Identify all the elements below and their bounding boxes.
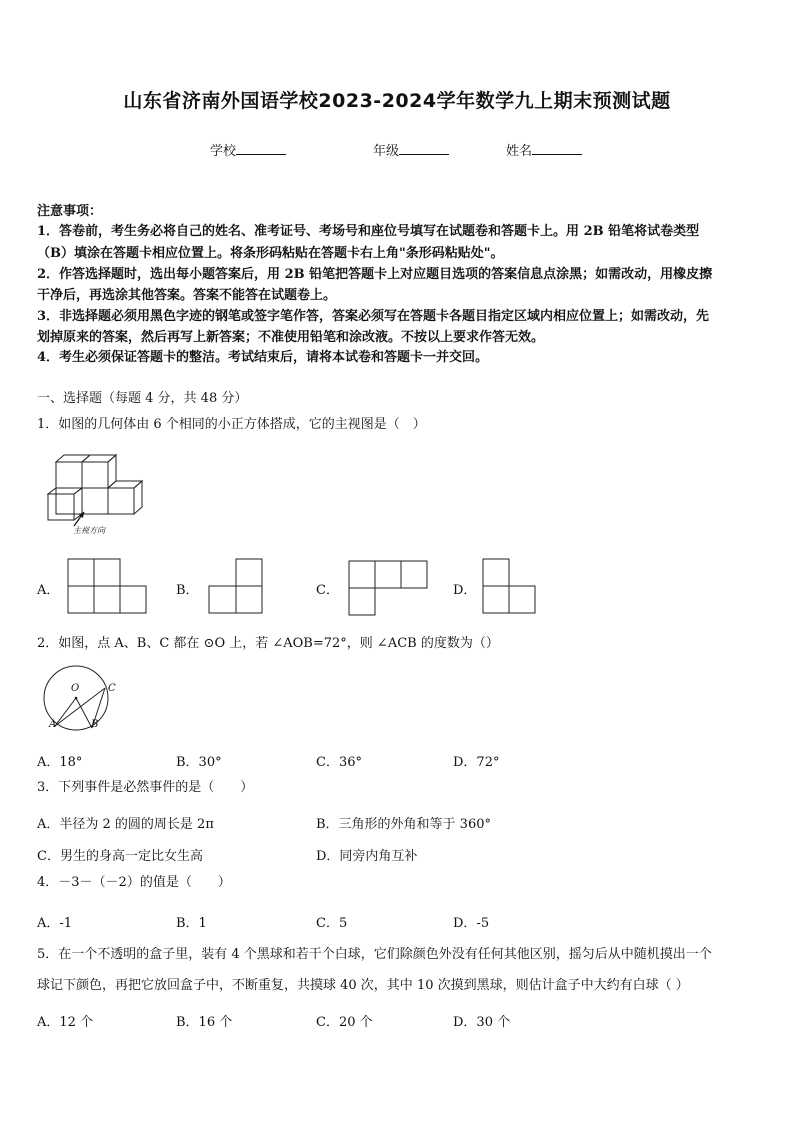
q4-option-d[interactable]: D．-5 [453, 916, 490, 931]
notice-line: 1．答卷前，考生务必将自己的姓名、准考证号、考场号和座位号填写在试题卷和答题卡上。用 2B 铅笔将试卷类型 [37, 224, 700, 239]
q3-option-c[interactable]: C．男生的身高一定比女生高 [37, 849, 203, 864]
q1-option-a-figure[interactable] [68, 559, 148, 613]
question-5-stem-line2: 球记下颜色，再把它放回盒子中，不断重复，共摸球 40 次，其中 10 次摸到黑球，则估计盒子中大约有白球（ ） [37, 978, 689, 993]
notice-line: 4．考生必须保证答题卡的整洁。考试结束后，请将本试卷和答题卡一并交回。 [37, 350, 489, 365]
grade-blank[interactable] [399, 142, 449, 155]
q3-option-b[interactable]: B．三角形的外角和等于 360° [316, 817, 491, 832]
q2-option-d[interactable]: D．72° [453, 755, 500, 770]
q5-option-a[interactable]: A．12 个 [37, 1015, 94, 1030]
q1-option-d-label[interactable]: D． [453, 583, 477, 598]
grade-label: 年级 [373, 144, 400, 159]
section-heading: 一、选择题（每题 4 分，共 48 分） [37, 391, 248, 406]
q3-option-d[interactable]: D．同旁内角互补 [316, 849, 418, 864]
q5-option-c[interactable]: C．20 个 [316, 1015, 373, 1030]
notice-heading: 注意事项： [37, 204, 103, 219]
school-field[interactable] [210, 140, 286, 159]
q1-option-c-label[interactable]: C． [316, 583, 339, 598]
question-4-stem: 4．－3－（－2）的值是（ ） [37, 875, 231, 890]
question-2-stem: 2．如图，点 A、B、C 都在 ⊙O 上，若 ∠AOB=72°，则 ∠ACB 的度数为（） [37, 636, 499, 651]
q3-option-a[interactable]: A．半径为 2 的圆的周长是 2π [37, 817, 214, 832]
q1-option-c-figure[interactable] [349, 561, 429, 615]
q2-label-b: B [91, 719, 99, 730]
q1-option-a-label[interactable]: A． [37, 583, 60, 598]
notice-line: 3．非选择题必须用黑色字迹的钢笔或签字笔作答，答案必须写在答题卡各题目指定区域内相应位置上；如需改动，先 [37, 309, 710, 324]
notice-line: 干净后，再选涂其他答案。答案不能答在试题卷上。 [37, 288, 337, 303]
school-blank[interactable] [236, 142, 286, 155]
notice-line: 划掉原来的答案，然后再写上新答案；不准使用铅笔和涂改液。不按以上要求作答无效。 [37, 330, 545, 345]
q2-option-b[interactable]: B．30° [176, 755, 222, 770]
question-5-stem-line1: 5．在一个不透明的盒子里，装有 4 个黑球和若干个白球，它们除颜色外没有任何其他区别，摇匀后从中随机摸出一个 [37, 947, 712, 962]
page-title: 山东省济南外国语学校2023-2024学年数学九上期末预测试题 [123, 90, 671, 112]
view-direction-label: 主视方向 [73, 526, 105, 535]
grade-field[interactable] [373, 140, 449, 159]
name-field[interactable] [506, 140, 582, 159]
question-3-stem: 3．下列事件是必然事件的是（ ） [37, 780, 254, 795]
q4-option-a[interactable]: A．-1 [37, 916, 73, 931]
q5-option-b[interactable]: B．16 个 [176, 1015, 233, 1030]
q4-option-c[interactable]: C．5 [316, 916, 348, 931]
question-1-stem: 1．如图的几何体由 6 个相同的小正方体搭成，它的主视图是（ ） [37, 417, 426, 432]
q2-option-c[interactable]: C．36° [316, 755, 362, 770]
school-label: 学校 [210, 144, 237, 159]
q1-option-b-label[interactable]: B． [176, 583, 199, 598]
notice-line: 2．作答选择题时，选出每小题答案后，用 2B 铅笔把答题卡上对应题目选项的答案信息点涂黑；如需改动，用橡皮擦 [37, 267, 713, 282]
q2-label-a: A [49, 719, 57, 730]
q5-option-d[interactable]: D．30 个 [453, 1015, 511, 1030]
q2-option-a[interactable]: A．18° [37, 755, 83, 770]
notice-line: （B）填涂在答题卡相应位置上。将条形码粘贴在答题卡右上角"条形码粘贴处"。 [37, 246, 504, 261]
name-label: 姓名 [506, 144, 533, 159]
q4-option-b[interactable]: B．1 [176, 916, 207, 931]
q1-option-b-figure[interactable] [209, 559, 263, 613]
q2-label-c: C [108, 683, 116, 694]
q2-label-o: O [71, 683, 80, 694]
name-blank[interactable] [532, 142, 582, 155]
q1-option-d-figure[interactable] [483, 559, 537, 613]
